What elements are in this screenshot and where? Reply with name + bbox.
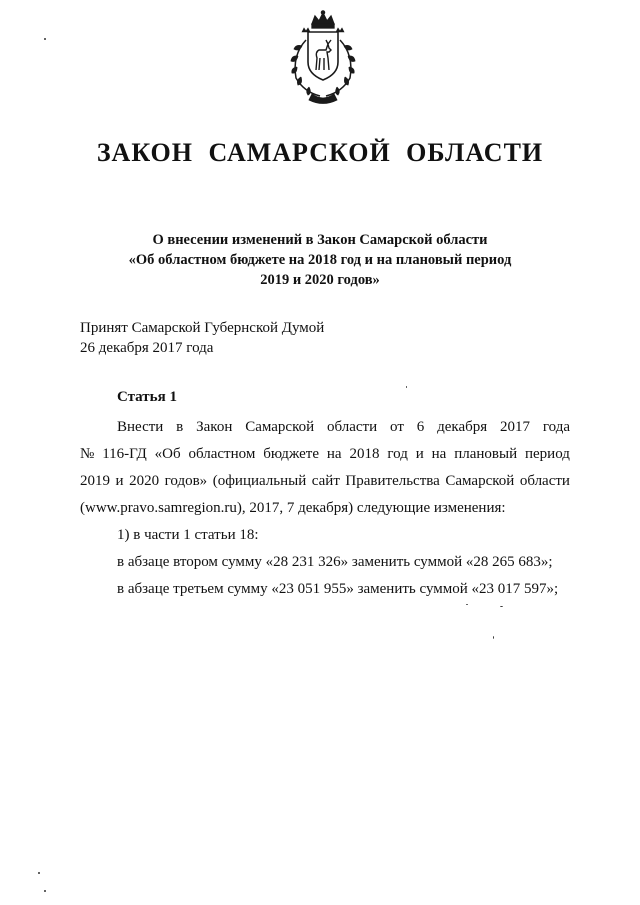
word: и — [415, 446, 424, 462]
word: на — [431, 446, 447, 462]
adoption-note — [80, 318, 324, 358]
adoption-line: Принят Самарской Губернской Думой — [80, 320, 325, 336]
scan-speck — [44, 38, 46, 40]
word: период — [525, 446, 570, 462]
word: Самарской — [445, 473, 515, 489]
word: сайт — [311, 473, 340, 489]
word: областном — [188, 446, 256, 462]
scan-speck — [500, 606, 503, 607]
word: 2018 — [349, 446, 380, 462]
list-item: в абзаце втором сумму «28 231 326» заменить суммой «28 265 683»; — [117, 554, 553, 570]
word: Правительства — [345, 473, 440, 489]
article-body — [80, 414, 570, 603]
adoption-date: 26 декабря 2017 года — [80, 340, 214, 356]
list-item: в абзаце третьем сумму «23 051 955» заменить суммой «23 017 597»; — [117, 581, 559, 597]
word: года — [542, 419, 570, 435]
word: «Об — [154, 446, 181, 462]
law-title: ЗАКОН САМАРСКОЙ ОБЛАСТИ — [96, 138, 544, 167]
scan-speck — [38, 872, 40, 874]
word: в — [176, 419, 184, 435]
word: декабря — [437, 419, 488, 435]
word: плановый — [454, 446, 518, 462]
subject-line: 2019 и 2020 годов» — [260, 272, 380, 288]
word: области — [327, 419, 378, 435]
word: 6 — [416, 419, 425, 435]
word: (официальный — [212, 473, 307, 489]
word: год — [387, 446, 408, 462]
word: № — [80, 446, 95, 462]
word: от — [390, 419, 404, 435]
scan-speck — [493, 636, 494, 639]
subject-line: О внесении изменений в Закон Самарской области — [152, 232, 488, 248]
paragraph-line — [80, 414, 570, 441]
law-subject — [60, 230, 580, 290]
samara-coat-of-arms-icon — [282, 10, 364, 108]
list-item: 1) в части 1 статьи 18: — [117, 527, 259, 543]
paragraph-line — [80, 468, 570, 495]
word: Самарской — [245, 419, 315, 435]
word: и — [115, 473, 124, 489]
scan-speck — [406, 386, 407, 388]
word: 2020 — [129, 473, 160, 489]
word: Закон — [196, 419, 233, 435]
word: бюджете — [263, 446, 319, 462]
word: 116-ГД — [102, 446, 147, 462]
word: области — [519, 473, 570, 489]
word: годов» — [164, 473, 208, 489]
word: на — [326, 446, 342, 462]
subject-line: «Об областном бюджете на 2018 год и на плановый период — [128, 252, 512, 268]
word: 2019 — [80, 473, 110, 489]
word: 2017 — [500, 419, 530, 435]
paragraph-line: (www.pravo.samregion.ru), 2017, 7 декабря) следующие изменения: — [80, 500, 506, 516]
paragraph-line — [80, 441, 570, 468]
article-heading: Статья 1 — [117, 389, 177, 405]
word: Внести — [117, 419, 164, 435]
scan-speck — [44, 890, 46, 892]
scan-speck — [466, 604, 468, 605]
